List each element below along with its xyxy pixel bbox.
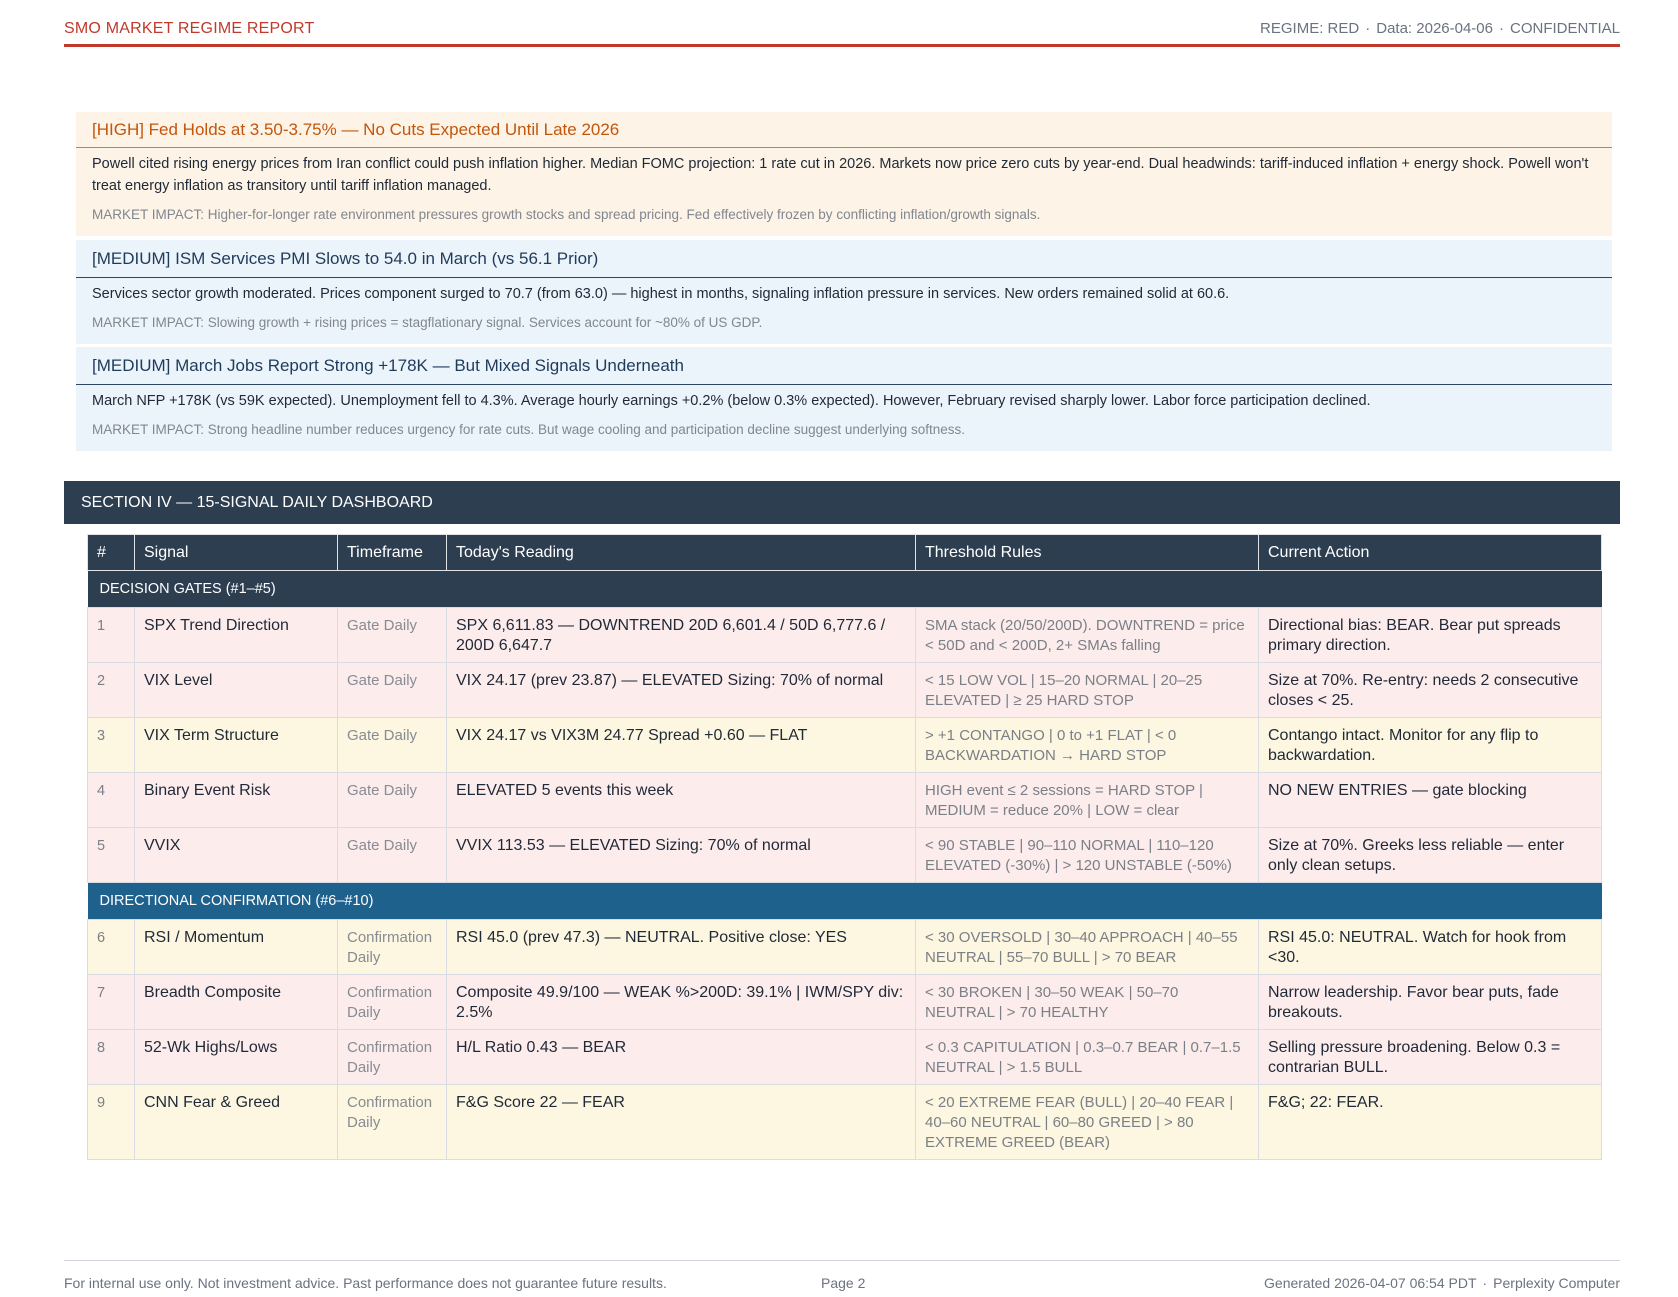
group-label: DIRECTIONAL CONFIRMATION (#6–#10)	[88, 883, 1602, 920]
todays-reading: SPX 6,611.83 — DOWNTREND 20D 6,601.4 / 50D 6,777.6 / 200D 6,647.7	[447, 608, 916, 663]
signal-name: 52-Wk Highs/Lows	[135, 1030, 338, 1085]
header-separator: ·	[1498, 20, 1504, 37]
table-row	[88, 1030, 1602, 1085]
signal-name: SPX Trend Direction	[135, 608, 338, 663]
todays-reading: F&G Score 22 — FEAR	[447, 1085, 916, 1160]
news-title: [MEDIUM] March Jobs Report Strong +178K — But Mixed Signals Underneath	[76, 347, 1612, 385]
column-header: #	[88, 535, 135, 571]
timeframe: Gate Daily	[338, 773, 447, 828]
column-header: Timeframe	[338, 535, 447, 571]
timeframe: Gate Daily	[338, 828, 447, 883]
footer-separator: ·	[1482, 1275, 1488, 1291]
report-title: SMO MARKET REGIME REPORT	[64, 20, 315, 37]
page-header	[64, 20, 1620, 47]
signal-dashboard-table	[87, 534, 1602, 1160]
timeframe: Confirmation Daily	[338, 1030, 447, 1085]
todays-reading: ELEVATED 5 events this week	[447, 773, 916, 828]
table-row	[88, 975, 1602, 1030]
generated-timestamp: Generated 2026-04-07 06:54 PDT	[1264, 1275, 1477, 1291]
table-row	[88, 828, 1602, 883]
row-number: 6	[88, 920, 135, 975]
current-action: F&G; 22: FEAR.	[1259, 1085, 1602, 1160]
row-number: 1	[88, 608, 135, 663]
row-number: 5	[88, 828, 135, 883]
current-action: Size at 70%. Re-entry: needs 2 consecutive closes < 25.	[1259, 663, 1602, 718]
group-label: DECISION GATES (#1–#5)	[88, 571, 1602, 608]
threshold-rules: < 15 LOW VOL | 15–20 NORMAL | 20–25 ELEVATED | ≥ 25 HARD STOP	[916, 663, 1259, 718]
page-footer	[64, 1260, 1620, 1291]
data-date: Data: 2026-04-06	[1376, 20, 1493, 37]
current-action: Contango intact. Monitor for any flip to backwardation.	[1259, 718, 1602, 773]
news-title: [HIGH] Fed Holds at 3.50-3.75% — No Cuts Expected Until Late 2026	[76, 112, 1612, 148]
signal-name: RSI / Momentum	[135, 920, 338, 975]
column-header: Current Action	[1259, 535, 1602, 571]
current-action: Narrow leadership. Favor bear puts, fade breakouts.	[1259, 975, 1602, 1030]
footer-generated	[1264, 1275, 1620, 1291]
news-title: [MEDIUM] ISM Services PMI Slows to 54.0 in March (vs 56.1 Prior)	[76, 240, 1612, 278]
row-number: 8	[88, 1030, 135, 1085]
row-number: 7	[88, 975, 135, 1030]
header-separator: ·	[1365, 20, 1371, 37]
signal-name: CNN Fear & Greed	[135, 1085, 338, 1160]
todays-reading: VIX 24.17 vs VIX3M 24.77 Spread +0.60 — FLAT	[447, 718, 916, 773]
regime-label: REGIME: RED	[1260, 20, 1360, 37]
signal-name: Binary Event Risk	[135, 773, 338, 828]
current-action: RSI 45.0: NEUTRAL. Watch for hook from <30.	[1259, 920, 1602, 975]
signal-name: VVIX	[135, 828, 338, 883]
threshold-rules: > +1 CONTANGO | 0 to +1 FLAT | < 0 BACKWARDATION → HARD STOP	[916, 718, 1259, 773]
timeframe: Gate Daily	[338, 608, 447, 663]
todays-reading: Composite 49.9/100 — WEAK %>200D: 39.1% | IWM/SPY div: 2.5%	[447, 975, 916, 1030]
threshold-rules: < 30 BROKEN | 30–50 WEAK | 50–70 NEUTRAL | > 70 HEALTHY	[916, 975, 1259, 1030]
news-card-high	[76, 112, 1612, 236]
news-impact: MARKET IMPACT: Higher-for-longer rate environment pressures growth stocks and spread pricing. Fed effectively frozen by conflicting inflation/growth signals.	[92, 207, 1041, 222]
timeframe: Gate Daily	[338, 663, 447, 718]
todays-reading: VVIX 113.53 — ELEVATED Sizing: 70% of normal	[447, 828, 916, 883]
table-row	[88, 608, 1602, 663]
news-impact: MARKET IMPACT: Strong headline number reduces urgency for rate cuts. But wage cooling and participation decline suggest underlying softness.	[92, 422, 965, 437]
table-row	[88, 718, 1602, 773]
todays-reading: VIX 24.17 (prev 23.87) — ELEVATED Sizing: 70% of normal	[447, 663, 916, 718]
table-row	[88, 773, 1602, 828]
news-card-medium	[76, 240, 1612, 344]
timeframe: Confirmation Daily	[338, 1085, 447, 1160]
news-card-medium	[76, 347, 1612, 451]
threshold-rules: SMA stack (20/50/200D). DOWNTREND = price < 50D and < 200D, 2+ SMAs falling	[916, 608, 1259, 663]
table-row	[88, 920, 1602, 975]
group-row-decision-gates	[88, 571, 1602, 608]
current-action: NO NEW ENTRIES — gate blocking	[1259, 773, 1602, 828]
todays-reading: H/L Ratio 0.43 — BEAR	[447, 1030, 916, 1085]
table-header-row	[88, 535, 1602, 571]
row-number: 3	[88, 718, 135, 773]
confidential-label: CONFIDENTIAL	[1509, 20, 1620, 37]
header-meta	[1260, 20, 1620, 37]
generator-source: Perplexity Computer	[1493, 1275, 1620, 1291]
todays-reading: RSI 45.0 (prev 47.3) — NEUTRAL. Positive close: YES	[447, 920, 916, 975]
news-body: Services sector growth moderated. Prices component surged to 70.7 (from 63.0) — highest in months, signaling inflation pressure in services. New orders remained solid at 60.6.	[92, 286, 1230, 302]
threshold-rules: < 30 OVERSOLD | 30–40 APPROACH | 40–55 NEUTRAL | 55–70 BULL | > 70 BEAR	[916, 920, 1259, 975]
current-action: Size at 70%. Greeks less reliable — enter only clean setups.	[1259, 828, 1602, 883]
section-header: SECTION IV — 15-SIGNAL DAILY DASHBOARD	[64, 481, 1620, 524]
threshold-rules: HIGH event ≤ 2 sessions = HARD STOP | MEDIUM = reduce 20% | LOW = clear	[916, 773, 1259, 828]
timeframe: Confirmation Daily	[338, 975, 447, 1030]
signal-name: Breadth Composite	[135, 975, 338, 1030]
group-row-directional-confirmation	[88, 883, 1602, 920]
news-body: March NFP +178K (vs 59K expected). Unemployment fell to 4.3%. Average hourly earnings +0.2% (below 0.3% expected). However, February revised sharply lower. Labor force participation declined.	[92, 393, 1371, 409]
column-header: Today's Reading	[447, 535, 916, 571]
news-impact: MARKET IMPACT: Slowing growth + rising prices = stagflationary signal. Services account for ~80% of US GDP.	[92, 315, 763, 330]
threshold-rules: < 0.3 CAPITULATION | 0.3–0.7 BEAR | 0.7–1.5 NEUTRAL | > 1.5 BULL	[916, 1030, 1259, 1085]
current-action: Selling pressure broadening. Below 0.3 = contrarian BULL.	[1259, 1030, 1602, 1085]
table-row	[88, 1085, 1602, 1160]
signal-name: VIX Term Structure	[135, 718, 338, 773]
threshold-rules: < 90 STABLE | 90–110 NORMAL | 110–120 ELEVATED (-30%) | > 120 UNSTABLE (-50%)	[916, 828, 1259, 883]
timeframe: Gate Daily	[338, 718, 447, 773]
footer-disclaimer: For internal use only. Not investment advice. Past performance does not guarantee future results.	[64, 1275, 667, 1291]
news-body: Powell cited rising energy prices from Iran conflict could push inflation higher. Median FOMC projection: 1 rate cut in 2026. Markets now price zero cuts by year-end. Dual headwinds: tariff-induced inflation + energy shock. Powell won't treat energy inflation as transitory until tariff inflation managed.	[92, 156, 1589, 194]
threshold-rules: < 20 EXTREME FEAR (BULL) | 20–40 FEAR | 40–60 NEUTRAL | 60–80 GREED | > 80 EXTREME GREED (BEAR)	[916, 1085, 1259, 1160]
table-row	[88, 663, 1602, 718]
page-number: Page 2	[821, 1275, 866, 1291]
column-header: Threshold Rules	[916, 535, 1259, 571]
row-number: 9	[88, 1085, 135, 1160]
timeframe: Confirmation Daily	[338, 920, 447, 975]
column-header: Signal	[135, 535, 338, 571]
row-number: 4	[88, 773, 135, 828]
signal-name: VIX Level	[135, 663, 338, 718]
current-action: Directional bias: BEAR. Bear put spreads primary direction.	[1259, 608, 1602, 663]
row-number: 2	[88, 663, 135, 718]
